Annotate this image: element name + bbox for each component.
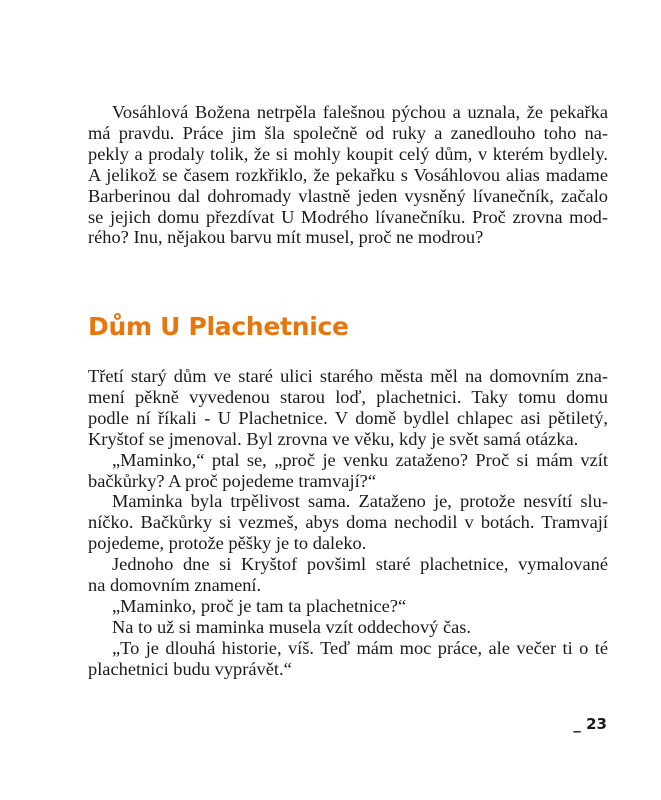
intro-paragraph (88, 102, 608, 248)
page-number: _ 23 (573, 715, 607, 733)
text-line: A jelikož se časem rozkřiklo, že pekařku s Vosáhlovou alias madame (88, 164, 608, 185)
text-line: „To je dlouhá historie, víš. Teď mám moc práce, ale večer ti o té (112, 637, 608, 658)
text-line: rého? Inu, nějakou barvu mít musel, proč ne modrou? (88, 227, 484, 248)
text-line: se jejich domu přezdívat U Modrého lívanečníku. Proč zrovna mod- (88, 206, 608, 227)
text-line: plachetnici budu vyprávět.“ (88, 658, 292, 679)
text-line: má pravdu. Práce jim šla společně od ruky a zanedlouho toho na- (88, 122, 608, 143)
text-line: Jednoho dne si Kryštof povšiml staré plachetnice, vymalované (112, 554, 608, 575)
story-text (88, 366, 608, 680)
text-line: bačkůrky? A proč pojedeme tramvají?“ (88, 470, 376, 491)
text-line: „Maminko, proč je tam ta plachetnice?“ (112, 595, 407, 616)
text-line: podle ní říkali - U Plachetnice. V domě bydlel chlapec asi pětiletý, (88, 407, 608, 428)
text-line: Maminka byla trpělivost sama. Zataženo je, protože nesvítí slu- (112, 491, 608, 512)
text-line: Barberinou dal dohromady vlastně jeden vysněný lívanečník, začalo (88, 185, 608, 206)
text-line: „Maminko,“ ptal se, „proč je venku zataženo? Proč si mám vzít (112, 449, 608, 470)
text-line: pekly a prodaly tolik, že si mohly koupit celý dům, v kterém bydlely. (88, 143, 608, 164)
text-line: Třetí starý dům ve staré ulici starého města měl na domovním zna- (88, 366, 608, 386)
text-line: na domovním znamení. (88, 575, 262, 596)
section-heading: Dům U Plachetnice (88, 312, 349, 341)
text-line: Na to už si maminka musela vzít oddechový čas. (112, 616, 472, 637)
text-line: níčko. Bačkůrky si vezmeš, abys doma nechodil v botách. Tramvají (88, 512, 608, 533)
text-line: Kryštof se jmenoval. Byl zrovna ve věku, kdy je svět samá otázka. (88, 428, 579, 449)
text-line: pojedeme, protože pěšky je to daleko. (88, 533, 367, 554)
text-line: Vosáhlová Božena netrpěla falešnou pýchou a uznala, že pekařka (112, 102, 608, 122)
text-line: mení pěkně vyvedenou starou loď, plachetnici. Taky tomu domu (88, 386, 608, 407)
